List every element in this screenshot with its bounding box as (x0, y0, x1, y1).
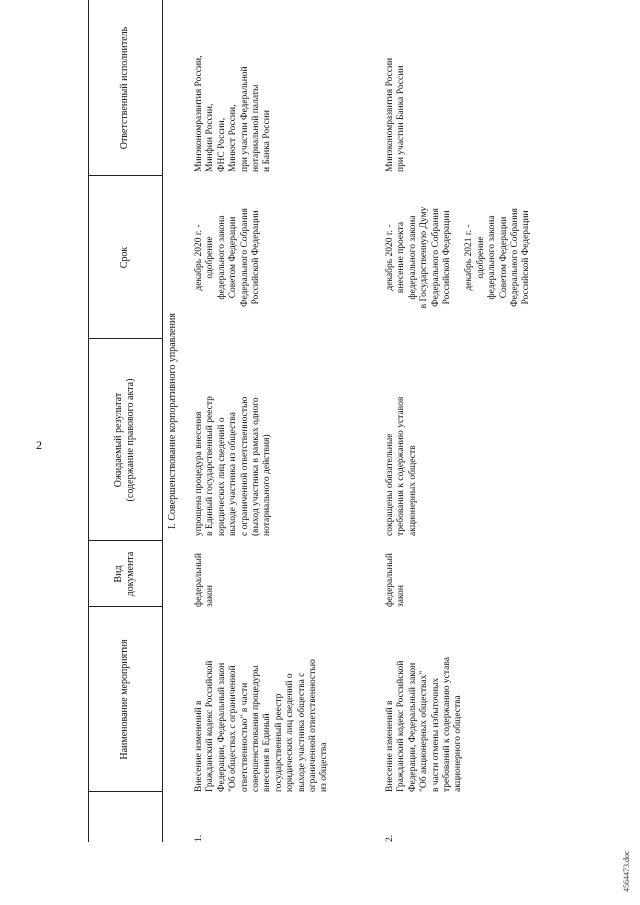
text-line: федерального закона (216, 215, 227, 300)
text-line: требования к содержанию уставов (396, 396, 407, 536)
text-line: Федерального Собрания (239, 208, 250, 307)
header-document-type-line: Вид (113, 565, 124, 583)
table-header-border (162, 0, 163, 842)
row-number: 2. (385, 834, 395, 842)
section-title: I. Совершенствование корпоративного управления (167, 313, 178, 529)
header-document-type (88, 541, 162, 607)
text-line: Минэкономразвития России, (194, 55, 204, 172)
text-line: "Об обществах с ограниченной (228, 665, 239, 792)
text-line: из общества (319, 742, 330, 792)
text-line: в части отмены избыточных (430, 677, 441, 792)
text-line: федерального закона (487, 215, 498, 300)
text-line: Федерального Собрания (430, 208, 441, 307)
measures-table (88, 0, 628, 842)
text-line: Российской Федерации (251, 210, 262, 305)
header-measure-name: Наименование мероприятия (119, 639, 130, 760)
text-line: Гражданский кодекс Российской (396, 660, 407, 792)
row-measure-name (385, 607, 465, 792)
text-line: Внесение изменений в (385, 700, 395, 792)
row-expected-result (385, 339, 419, 536)
text-line: внесение проекта (396, 221, 407, 294)
text-line: и Банка России (262, 110, 273, 172)
header-expected-result (88, 339, 162, 541)
text-line: государственный реестр (273, 693, 284, 792)
text-line: при участии Федеральной (239, 66, 250, 172)
text-line: Советом Федерации (498, 216, 509, 299)
text-line: выходе участника общества с (296, 672, 307, 792)
row-expected-result (194, 339, 274, 536)
text-line: "Об акционерных обществах" (419, 670, 430, 792)
text-line: закон (396, 585, 407, 607)
row-executor (385, 0, 408, 172)
text-line: в Государственную Думу (419, 206, 430, 309)
text-line: совершенствования процедуры (251, 665, 262, 792)
text-line: при участии Банка России (396, 65, 407, 172)
text-line: акционерных обществ (407, 445, 418, 536)
text-line: декабрь 2021 г. - (464, 224, 475, 291)
text-line: закон (205, 585, 216, 607)
text-line: одобрение (475, 236, 486, 279)
header-expected-result-line: (содержание правового акта) (125, 378, 136, 502)
row-deadline (194, 176, 262, 339)
text-line: декабрь 2020 г. - (385, 224, 395, 291)
text-line: выходе участника из общества (228, 411, 239, 536)
text-line: сокращены обязательные (385, 433, 395, 536)
text-line: федерального закона (407, 215, 418, 300)
row-deadline (385, 176, 533, 339)
row-executor (194, 0, 274, 172)
row-number: 1. (194, 834, 204, 842)
text-line: упрощена процедура внесения (194, 411, 204, 536)
text-line: акционерного общества (453, 695, 464, 792)
text-line: федеральный (385, 553, 395, 607)
text-line: Советом Федерации (228, 216, 239, 299)
text-line: нотариальной палаты (251, 84, 262, 172)
document-code: 4564473.doc (622, 850, 631, 892)
text-line: одобрение (205, 236, 216, 279)
row-measure-name (194, 607, 331, 792)
text-line: Внесение изменений в (194, 700, 204, 792)
text-line: Российской Федерации (521, 210, 532, 305)
text-line: Минэкономразвития России (385, 57, 395, 172)
header-number (88, 792, 162, 842)
page-number: 2 (36, 438, 42, 452)
text-line: нотариального действия) (262, 434, 273, 536)
text-line: в Единый государственный реестр (205, 396, 216, 536)
text-line: декабрь 2020 г. - (194, 224, 204, 291)
text-line: ограниченной ответственностью (308, 659, 319, 792)
text-line: Федерального Собрания (510, 208, 521, 307)
row-document-type (385, 541, 408, 607)
header-deadline: Срок (119, 246, 130, 269)
text-line: Минюст России, (228, 104, 239, 172)
text-line: федеральный (194, 553, 204, 607)
text-line: (выход участника в рамках одного (251, 397, 262, 536)
text-line: Российской Федерации (442, 210, 453, 305)
text-line: требований к содержанию устава (442, 657, 453, 792)
header-expected-result-line: Ожидаемый результат (113, 392, 124, 488)
text-line: ответственностью" в части (239, 682, 250, 792)
text-line: Федерации, Федеральный закон (407, 662, 418, 792)
header-document-type-line: документа (125, 551, 136, 597)
text-line: с ограниченной ответственностью (239, 396, 250, 536)
text-line: Федерации, Федеральный закон (216, 662, 227, 792)
row-document-type (194, 541, 217, 607)
header-executor: Ответственный исполнитель (119, 26, 130, 150)
text-line: юридических лиц сведений о (216, 417, 227, 536)
text-line: внесения в Единый (262, 713, 273, 792)
text-line: юридических лиц сведений о (285, 673, 296, 792)
text-line: ФНС России, (216, 117, 227, 172)
text-line: Минфин России, (205, 103, 216, 172)
text-line: Гражданский кодекс Российской (205, 660, 216, 792)
